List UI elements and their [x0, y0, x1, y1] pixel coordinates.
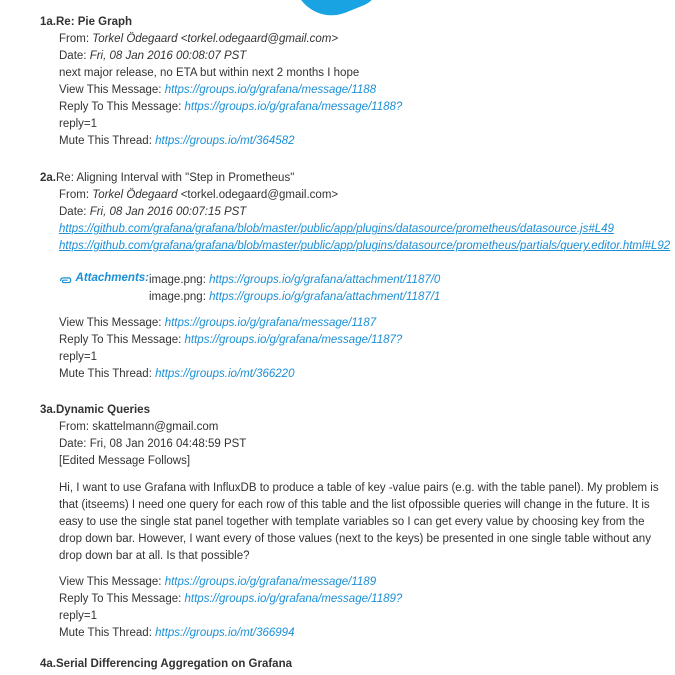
- message-number: 3a.: [40, 404, 56, 416]
- message-subject: Serial Differencing Aggregation on Grafana: [56, 658, 293, 670]
- message-4a: [40, 656, 670, 673]
- message-subject: Re: Pie Graph: [56, 16, 133, 28]
- view-label: View This Message:: [59, 317, 162, 329]
- from-email: <torkel.odegaard@gmail.com>: [180, 189, 339, 201]
- from-label: From:: [59, 421, 90, 433]
- date-value: Fri, 08 Jan 2016 00:08:07 PST: [89, 50, 247, 62]
- reply-label: Reply To This Message:: [59, 593, 182, 605]
- message-subject: Re: Aligning Interval with "Step in Prometheus": [56, 172, 295, 184]
- message-1a: [40, 14, 670, 150]
- attachment-link[interactable]: https://groups.io/g/grafana/attachment/1187/0: [209, 274, 441, 286]
- reply-label: Reply To This Message:: [59, 334, 182, 346]
- attachments-label: Attachments:: [75, 272, 149, 284]
- reply-param: reply=1: [59, 610, 98, 622]
- message-number: 2a.: [40, 172, 56, 184]
- date-label: Date:: [59, 50, 87, 62]
- github-link-query-editor[interactable]: https://github.com/grafana/grafana/blob/master/public/app/plugins/datasource/prometheus/partials/query.editor.html#L92: [59, 240, 671, 252]
- mute-label: Mute This Thread:: [59, 368, 152, 380]
- paperclip-icon: [59, 275, 72, 287]
- view-label: View This Message:: [59, 576, 162, 588]
- edited-note: [Edited Message Follows]: [59, 455, 191, 467]
- attachment-name: image.png:: [149, 274, 206, 286]
- mute-label: Mute This Thread:: [59, 135, 152, 147]
- reply-message-link[interactable]: https://groups.io/g/grafana/message/1189?: [184, 593, 403, 605]
- message-3a: [40, 402, 670, 642]
- from-label: From:: [59, 189, 90, 201]
- message-subject: Dynamic Queries: [56, 404, 150, 416]
- mute-label: Mute This Thread:: [59, 627, 152, 639]
- view-message-link[interactable]: https://groups.io/g/grafana/message/1189: [164, 576, 377, 588]
- message-body: Hi, I want to use Grafana with InfluxDB to produce a table of key -value pairs (e.g. with the table panel). My problem is that (itseems) I need one query for each row of this table and the list ofpossible queries will change in the future. It is easy to use the single stat panel together with template variables so I can get every value by choosing key from the drop down bar. However, I want every of those values (next to the keys) be presented in one single table without any drop down bar at all. Is that possible?: [59, 482, 659, 562]
- view-label: View This Message:: [59, 84, 162, 96]
- from-value: skattelmann@gmail.com: [92, 421, 219, 433]
- reply-message-link[interactable]: https://groups.io/g/grafana/message/1188?: [184, 101, 403, 113]
- from-name: Torkel Ödegaard: [92, 189, 178, 201]
- mute-thread-link[interactable]: https://groups.io/mt/366994: [155, 627, 295, 639]
- view-message-link[interactable]: https://groups.io/g/grafana/message/1188: [164, 84, 377, 96]
- date-label: Date:: [59, 438, 87, 450]
- message-number: 4a.: [40, 658, 56, 670]
- date-value: Fri, 08 Jan 2016 04:48:59 PST: [89, 438, 247, 450]
- view-message-link[interactable]: https://groups.io/g/grafana/message/1187: [164, 317, 377, 329]
- from-value: Torkel Ödegaard <torkel.odegaard@gmail.com>: [92, 33, 339, 45]
- mute-thread-link[interactable]: https://groups.io/mt/366220: [155, 368, 295, 380]
- mute-thread-link[interactable]: https://groups.io/mt/364582: [155, 135, 295, 147]
- date-label: Date:: [59, 206, 87, 218]
- github-link-datasource[interactable]: https://github.com/grafana/grafana/blob/master/public/app/plugins/datasource/prometheus/datasource.js#L49: [59, 223, 614, 235]
- reply-param: reply=1: [59, 118, 98, 130]
- date-value: Fri, 08 Jan 2016 00:07:15 PST: [89, 206, 247, 218]
- attachment-name: image.png:: [149, 291, 206, 303]
- from-label: From:: [59, 33, 90, 45]
- reply-label: Reply To This Message:: [59, 101, 182, 113]
- attachments: [40, 272, 670, 306]
- message-2a: [40, 170, 670, 383]
- reply-message-link[interactable]: https://groups.io/g/grafana/message/1187?: [184, 334, 403, 346]
- attachment-link[interactable]: https://groups.io/g/grafana/attachment/1187/1: [209, 291, 441, 303]
- message-number: 1a.: [40, 16, 56, 28]
- message-body: next major release, no ETA but within next 2 months I hope: [59, 67, 360, 79]
- reply-param: reply=1: [59, 351, 98, 363]
